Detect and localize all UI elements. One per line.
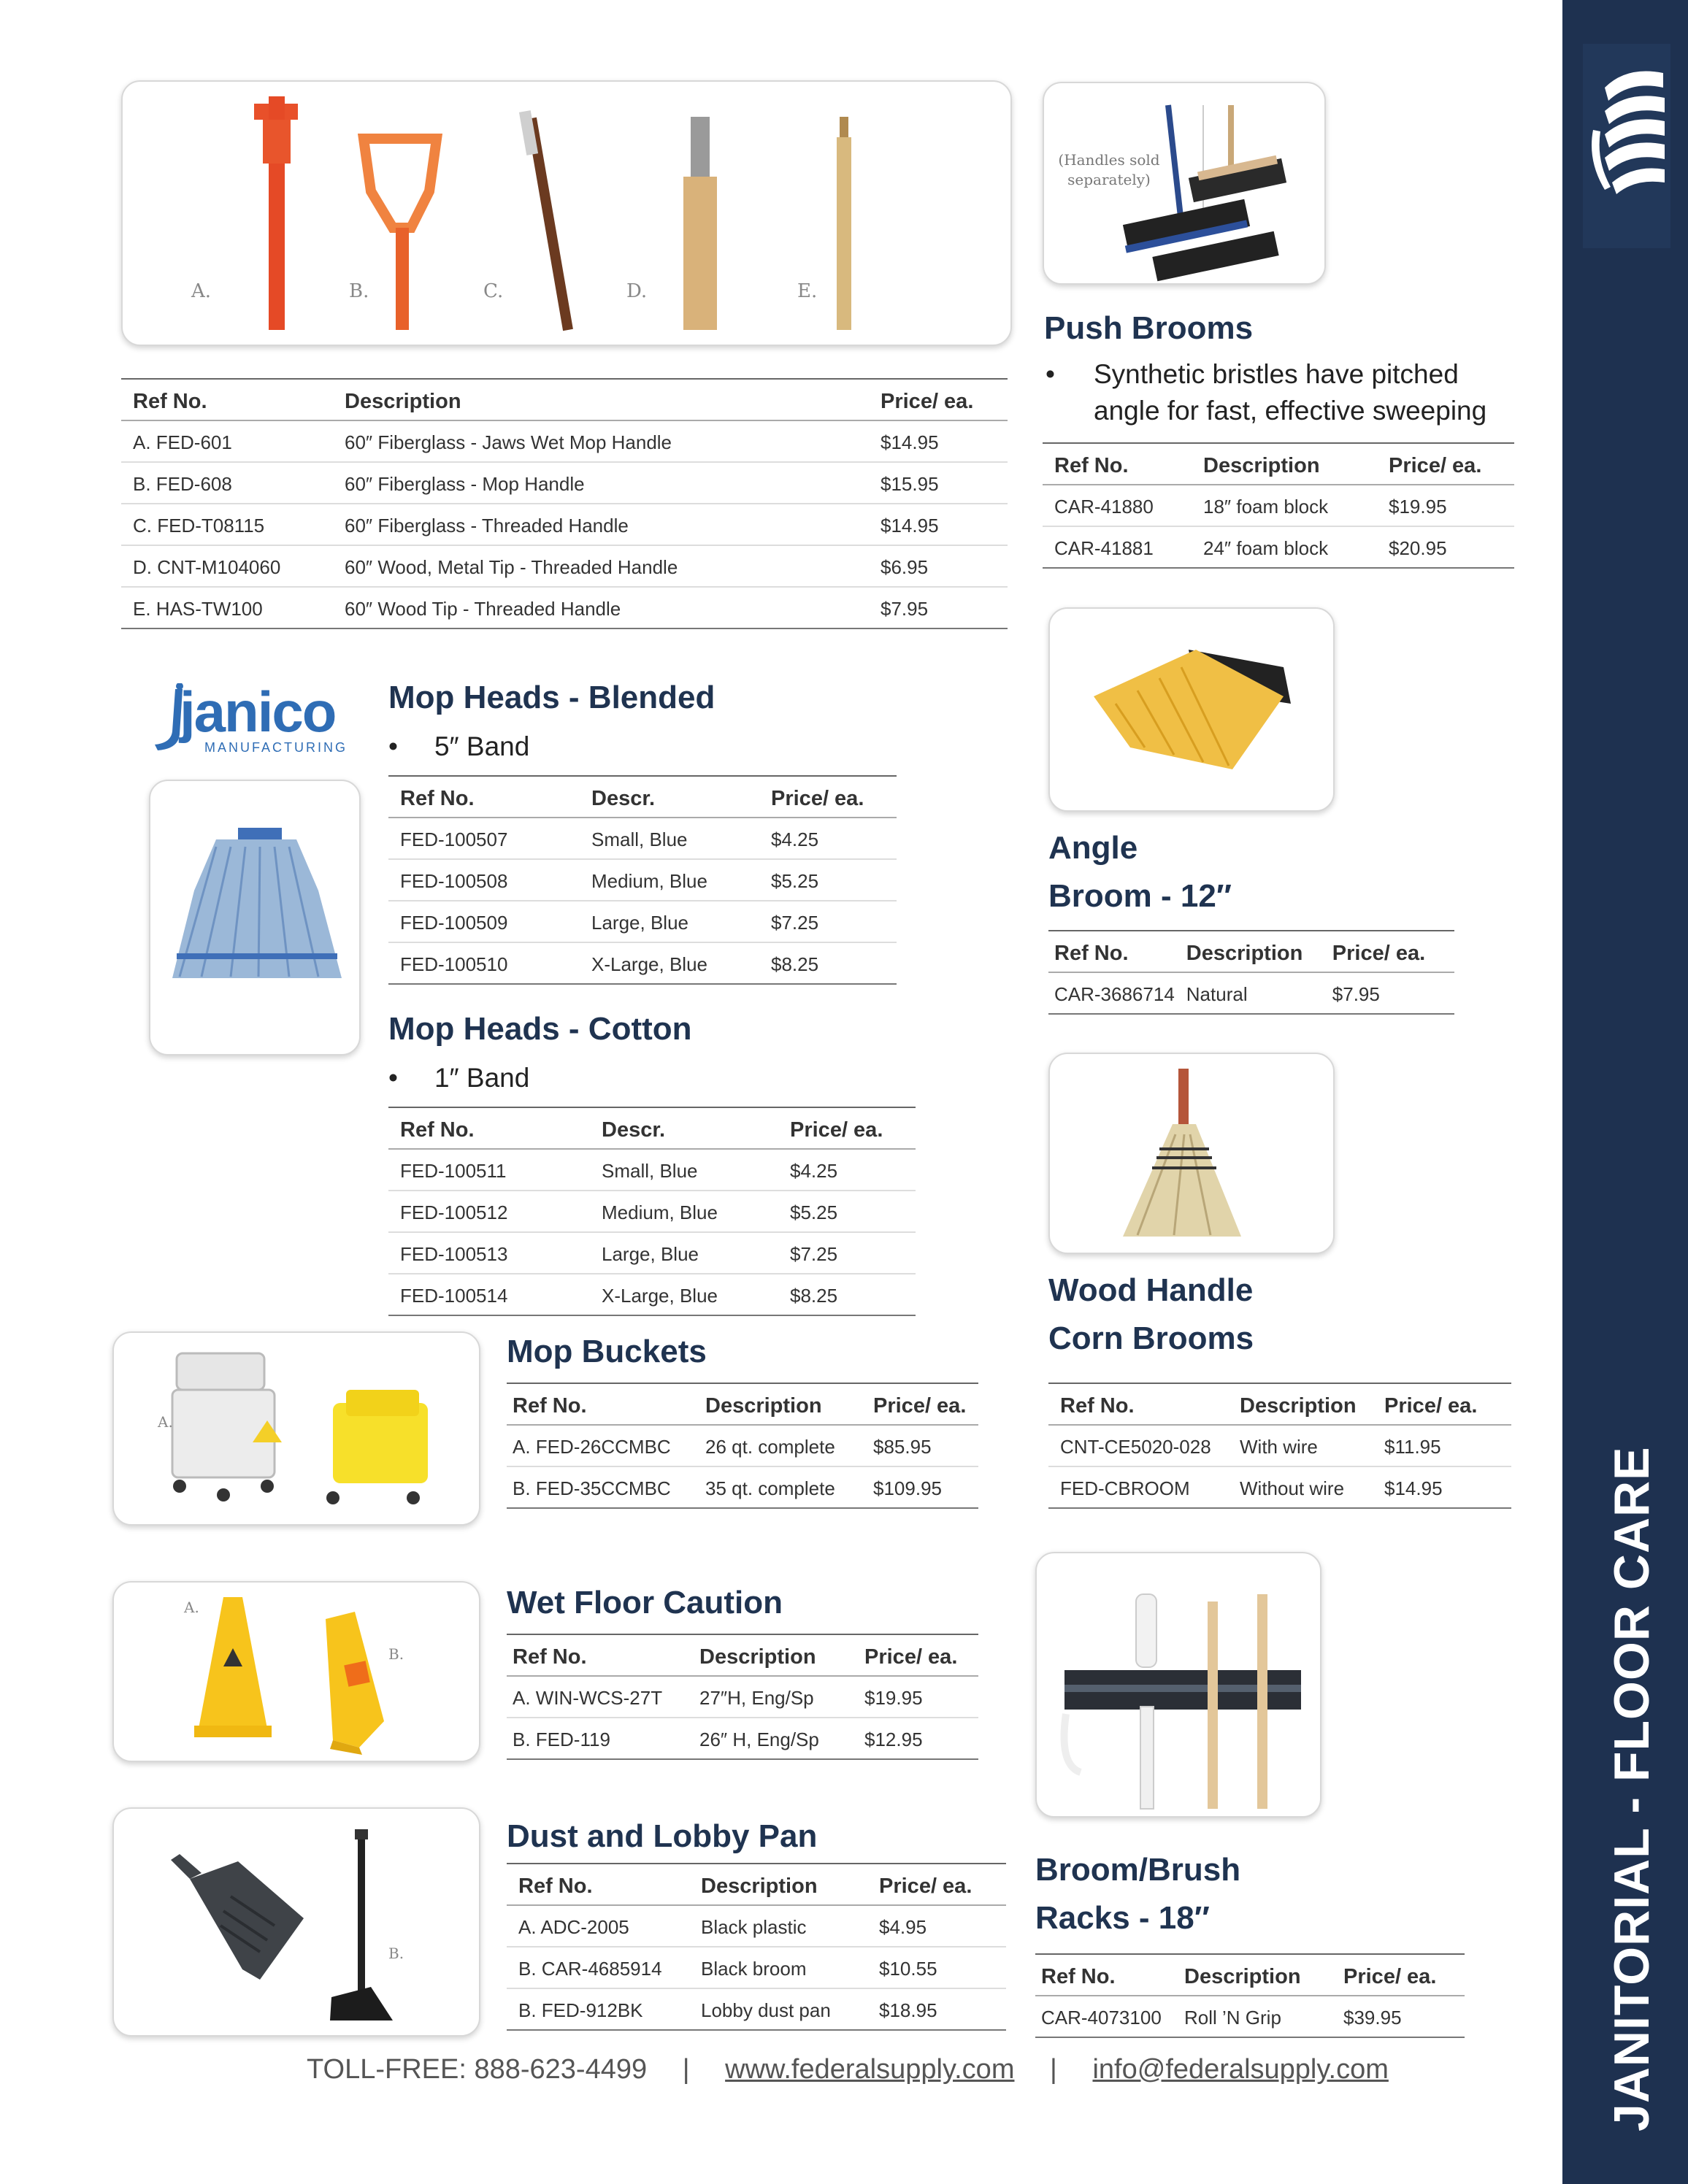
cell-ref: FED-100512: [388, 1191, 590, 1232]
table-header-row: [1043, 443, 1514, 485]
cell-desc: Black broom: [689, 1947, 867, 1988]
cell-desc: 24″ foam block: [1192, 526, 1377, 568]
corn-broom-image: [1048, 1053, 1335, 1254]
table-header-row: [507, 1864, 1006, 1905]
table-header-row: [388, 1107, 916, 1149]
col-ref: Ref No.: [1043, 443, 1192, 485]
cell-ref: A. FED-26CCMBC: [507, 1425, 699, 1466]
cell-desc: 26 qt. complete: [699, 1425, 867, 1466]
cell-ref: FED-100514: [388, 1274, 590, 1315]
col-desc: Description: [1181, 931, 1327, 972]
cell-price: $6.95: [869, 545, 1008, 587]
cell-price: $19.95: [1377, 485, 1514, 526]
col-price: Price/ ea.: [867, 1864, 1006, 1905]
cell-price: $4.95: [867, 1905, 1006, 1947]
col-ref: Ref No.: [507, 1634, 694, 1676]
col-price: Price/ ea.: [1338, 1954, 1465, 1996]
col-desc: Description: [1228, 1383, 1373, 1425]
table-row: [507, 1988, 1006, 2030]
mop-cotton-table: [388, 1107, 916, 1316]
wet-floor-caption-b: B.: [388, 1645, 404, 1663]
cell-desc: 26″ H, Eng/Sp: [694, 1718, 859, 1759]
table-header-row: [507, 1383, 978, 1425]
col-ref: Ref No.: [1048, 931, 1181, 972]
cell-price: $85.95: [867, 1425, 978, 1466]
wet-floor-caption-a: A.: [184, 1599, 199, 1616]
cell-price: $109.95: [867, 1466, 978, 1508]
cell-desc: Large, Blue: [580, 901, 759, 942]
cell-price: $4.25: [778, 1149, 916, 1191]
cell-ref: E. HAS-TW100: [121, 587, 333, 628]
handle-caption-c: C.: [483, 280, 504, 302]
table-header-row: [121, 379, 1008, 420]
mop-blended-bullet-text: 5″ Band: [434, 731, 530, 761]
col-ref: Ref No.: [388, 1107, 590, 1149]
table-row: [388, 1274, 916, 1315]
cell-price: $7.25: [759, 901, 897, 942]
cell-ref: B. CAR-4685914: [507, 1947, 689, 1988]
cell-ref: C. FED-T08115: [121, 504, 333, 545]
table-header-row: [1035, 1954, 1465, 1996]
col-desc: Description: [689, 1864, 867, 1905]
cell-price: $19.95: [859, 1676, 978, 1718]
cell-desc: 35 qt. complete: [699, 1466, 867, 1508]
mop-cotton-bullet: • 1″ Band: [388, 1063, 530, 1093]
col-price: Price/ ea.: [759, 776, 897, 818]
cell-desc: Small, Blue: [580, 818, 759, 859]
table-header-row: [388, 776, 897, 818]
cell-price: $20.95: [1377, 526, 1514, 568]
dust-pan-drawing: [114, 1809, 480, 2037]
corn-brooms-title-line1: Wood Handle: [1048, 1272, 1254, 1308]
broom-racks-drawing: [1037, 1553, 1321, 1818]
col-ref: Ref No.: [121, 379, 333, 420]
col-ref: Ref No.: [388, 776, 580, 818]
cell-ref: A. ADC-2005: [507, 1905, 689, 1947]
mop-blended-title: Mop Heads - Blended: [388, 680, 716, 715]
angle-broom-title-line1: Angle: [1048, 830, 1138, 866]
cell-desc: Medium, Blue: [590, 1191, 778, 1232]
cell-price: $8.25: [778, 1274, 916, 1315]
cell-desc: 60″ Wood Tip - Threaded Handle: [333, 587, 869, 628]
mop-head-image: [149, 780, 361, 1056]
col-price: Price/ ea.: [1373, 1383, 1511, 1425]
table-row: [121, 420, 1008, 462]
cell-desc: Medium, Blue: [580, 859, 759, 901]
footer-separator: |: [1050, 2054, 1057, 2085]
handle-caption-d: D.: [626, 280, 648, 302]
table-row: [507, 1676, 978, 1718]
col-desc: Description: [1178, 1954, 1338, 1996]
col-ref: Ref No.: [507, 1864, 689, 1905]
table-row: [388, 942, 897, 984]
mop-cotton-bullet-text: 1″ Band: [434, 1063, 530, 1093]
cell-ref: CAR-41881: [1043, 526, 1192, 568]
table-row: [507, 1425, 978, 1466]
table-row: [121, 504, 1008, 545]
cell-price: $8.25: [759, 942, 897, 984]
janico-logo-sub: MANUFACTURING: [204, 740, 348, 755]
cell-price: $14.95: [869, 504, 1008, 545]
mop-blended-table: [388, 775, 897, 985]
mop-handles-drawing: [123, 82, 1012, 346]
table-row: [1043, 526, 1514, 568]
handle-caption-b: B.: [349, 280, 369, 302]
cell-ref: FED-CBROOM: [1048, 1466, 1228, 1508]
angle-broom-title-line2: Broom - 12″: [1048, 878, 1232, 914]
cell-ref: FED-100511: [388, 1149, 590, 1191]
broom-racks-title-line2: Racks - 18″: [1035, 1900, 1210, 1936]
wet-floor-drawing: [114, 1583, 480, 1762]
table-row: [507, 1905, 1006, 1947]
cell-ref: FED-100507: [388, 818, 580, 859]
table-row: [507, 1947, 1006, 1988]
footer: [307, 2054, 1389, 2085]
table-row: [1048, 1425, 1511, 1466]
cell-ref: B. FED-912BK: [507, 1988, 689, 2030]
mop-cotton-title: Mop Heads - Cotton: [388, 1011, 692, 1047]
col-ref: Ref No.: [1035, 1954, 1178, 1996]
col-price: Price/ ea.: [778, 1107, 916, 1149]
cell-price: $4.25: [759, 818, 897, 859]
corn-broom-drawing: [1050, 1054, 1335, 1254]
table-row: [388, 859, 897, 901]
cell-price: $15.95: [869, 462, 1008, 504]
cell-ref: FED-100510: [388, 942, 580, 984]
cell-desc: Small, Blue: [590, 1149, 778, 1191]
cell-desc: With wire: [1228, 1425, 1373, 1466]
cell-price: $7.25: [778, 1232, 916, 1274]
cell-price: $14.95: [1373, 1466, 1511, 1508]
col-price: Price/ ea.: [867, 1383, 978, 1425]
mop-buckets-image: [112, 1331, 480, 1526]
push-brooms-bullet-text: Synthetic bristles have pitched angle for fast, effective sweeping: [1094, 359, 1487, 426]
table-row: [121, 587, 1008, 628]
cell-desc: 60″ Fiberglass - Jaws Wet Mop Handle: [333, 420, 869, 462]
col-ref: Ref No.: [1048, 1383, 1228, 1425]
push-brooms-bullet: • Synthetic bristles have pitched angle for fast, effective sweeping: [1044, 356, 1511, 429]
table-row: [121, 545, 1008, 587]
corn-brooms-table: [1048, 1383, 1511, 1509]
col-price: Price/ ea.: [869, 379, 1008, 420]
angle-broom-image: [1048, 607, 1335, 812]
push-broom-image: [1043, 82, 1326, 285]
table-row: [507, 1466, 978, 1508]
cell-desc: Without wire: [1228, 1466, 1373, 1508]
footer-separator: |: [682, 2054, 690, 2085]
col-price: Price/ ea.: [1327, 931, 1454, 972]
push-brooms-title: Push Brooms: [1044, 310, 1254, 346]
cell-price: $11.95: [1373, 1425, 1511, 1466]
mop-head-drawing: [150, 781, 361, 1056]
cell-ref: A. FED-601: [121, 420, 333, 462]
table-row: [1035, 1996, 1465, 2037]
table-row: [388, 1191, 916, 1232]
table-row: [1048, 972, 1454, 1014]
janico-logo: [150, 680, 348, 764]
table-header-row: [1048, 931, 1454, 972]
cell-desc: Roll ’N Grip: [1178, 1996, 1338, 2037]
sidebar-label: JANITORIAL - FLOOR CARE: [1604, 1446, 1660, 2131]
mop-handles-image: [121, 80, 1012, 346]
cell-ref: B. FED-608: [121, 462, 333, 504]
angle-broom-table: [1048, 930, 1454, 1015]
cell-ref: A. WIN-WCS-27T: [507, 1676, 694, 1718]
table-row: [388, 1232, 916, 1274]
wet-floor-image: [112, 1581, 480, 1762]
cell-ref: FED-100508: [388, 859, 580, 901]
cell-price: $5.25: [778, 1191, 916, 1232]
website-link[interactable]: www.federalsupply.com: [725, 2054, 1015, 2085]
cell-price: $7.95: [869, 587, 1008, 628]
mop-buckets-table: [507, 1383, 978, 1509]
cell-price: $14.95: [869, 420, 1008, 462]
cell-ref: CAR-4073100: [1035, 1996, 1178, 2037]
cell-desc: 60″ Wood, Metal Tip - Threaded Handle: [333, 545, 869, 587]
cell-ref: CAR-3686714: [1048, 972, 1181, 1014]
email-link[interactable]: info@federalsupply.com: [1092, 2054, 1389, 2085]
col-desc: Description: [333, 379, 869, 420]
table-row: [121, 462, 1008, 504]
cell-price: $18.95: [867, 1988, 1006, 2030]
col-price: Price/ ea.: [859, 1634, 978, 1676]
corn-brooms-title-line2: Corn Brooms: [1048, 1320, 1254, 1356]
cell-ref: FED-100509: [388, 901, 580, 942]
cell-ref: D. CNT-M104060: [121, 545, 333, 587]
table-row: [507, 1718, 978, 1759]
cell-desc: Large, Blue: [590, 1232, 778, 1274]
cell-price: $12.95: [859, 1718, 978, 1759]
cell-desc: X-Large, Blue: [580, 942, 759, 984]
handle-caption-a: A.: [191, 280, 212, 302]
broom-racks-image: [1035, 1552, 1321, 1818]
dust-pan-table: [507, 1863, 1006, 2031]
cell-ref: CNT-CE5020-028: [1048, 1425, 1228, 1466]
col-price: Price/ ea.: [1377, 443, 1514, 485]
dust-pan-caption-b: B.: [388, 1945, 404, 1962]
cell-desc: 18″ foam block: [1192, 485, 1377, 526]
wet-floor-table: [507, 1634, 978, 1760]
col-desc: Descr.: [590, 1107, 778, 1149]
table-row: [1048, 1466, 1511, 1508]
col-desc: Descr.: [580, 776, 759, 818]
cell-desc: X-Large, Blue: [590, 1274, 778, 1315]
dust-pan-image: [112, 1807, 480, 2037]
push-brooms-table: [1043, 442, 1514, 569]
cell-desc: 60″ Fiberglass - Threaded Handle: [333, 504, 869, 545]
cell-desc: 27″H, Eng/Sp: [694, 1676, 859, 1718]
col-desc: Description: [699, 1383, 867, 1425]
broom-racks-title-line1: Broom/Brush: [1035, 1852, 1241, 1888]
mop-buckets-title: Mop Buckets: [507, 1334, 707, 1369]
wet-floor-title: Wet Floor Caution: [507, 1585, 783, 1620]
table-header-row: [507, 1634, 978, 1676]
cell-ref: B. FED-119: [507, 1718, 694, 1759]
cell-price: $5.25: [759, 859, 897, 901]
cell-desc: Lobby dust pan: [689, 1988, 867, 2030]
cell-price: $39.95: [1338, 1996, 1465, 2037]
handle-caption-e: E.: [797, 280, 818, 302]
cell-desc: 60″ Fiberglass - Mop Handle: [333, 462, 869, 504]
cell-ref: CAR-41880: [1043, 485, 1192, 526]
cell-ref: B. FED-35CCMBC: [507, 1466, 699, 1508]
table-row: [388, 901, 897, 942]
angle-broom-drawing: [1050, 609, 1335, 812]
cell-desc: Black plastic: [689, 1905, 867, 1947]
cell-price: $10.55: [867, 1947, 1006, 1988]
col-desc: Description: [694, 1634, 859, 1676]
flag-logo-icon: [1583, 44, 1670, 248]
toll-free-number: TOLL-FREE: 888-623-4499: [307, 2054, 648, 2085]
col-desc: Description: [1192, 443, 1377, 485]
cell-price: $7.95: [1327, 972, 1454, 1014]
broom-racks-table: [1035, 1953, 1465, 2038]
janico-logo-name: janico: [180, 680, 336, 744]
dust-pan-title: Dust and Lobby Pan: [507, 1818, 818, 1854]
cell-ref: FED-100513: [388, 1232, 590, 1274]
table-row: [388, 1149, 916, 1191]
mop-blended-bullet: • 5″ Band: [388, 731, 530, 761]
push-broom-note: (Handles sold separately): [1058, 151, 1160, 188]
table-row: [1043, 485, 1514, 526]
mop-bucket-caption-a: A.: [158, 1413, 173, 1431]
col-ref: Ref No.: [507, 1383, 699, 1425]
table-header-row: [1048, 1383, 1511, 1425]
table-row: [388, 818, 897, 859]
handles-table: [121, 378, 1008, 629]
cell-desc: Natural: [1181, 972, 1327, 1014]
